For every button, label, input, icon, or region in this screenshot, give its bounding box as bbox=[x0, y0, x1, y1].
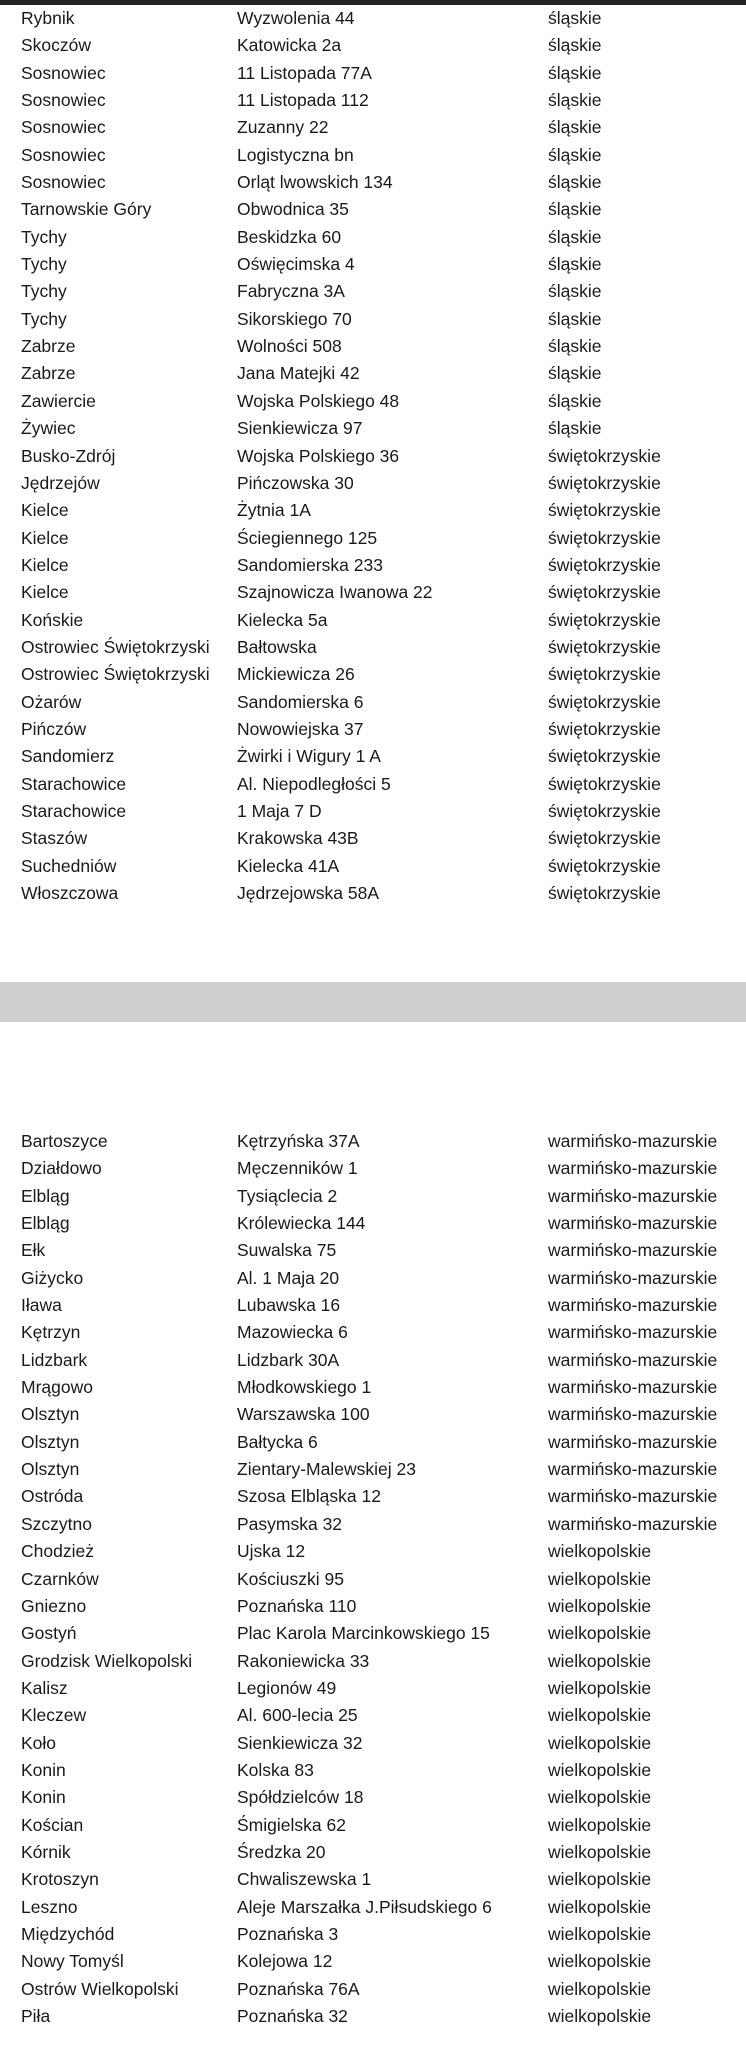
table-row bbox=[0, 87, 746, 114]
region-cell: wielkopolskie bbox=[548, 1541, 652, 1562]
region-cell: świętokrzyskie bbox=[548, 800, 661, 821]
table-row bbox=[0, 1648, 746, 1675]
table-row bbox=[0, 771, 746, 798]
city-cell: Czarnków bbox=[21, 1568, 99, 1589]
city-cell: Sosnowiec bbox=[21, 117, 106, 138]
table-row bbox=[0, 1566, 746, 1593]
table-row bbox=[0, 497, 746, 524]
region-cell: warmińsko-mazurskie bbox=[548, 1459, 718, 1480]
table-row bbox=[0, 853, 746, 880]
table-row bbox=[0, 1128, 746, 1155]
table-row bbox=[0, 880, 746, 907]
region-cell: wielkopolskie bbox=[548, 1759, 652, 1780]
table-row bbox=[0, 333, 746, 360]
region-cell: warmińsko-mazurskie bbox=[548, 1377, 718, 1398]
street-cell: Poznańska 110 bbox=[237, 1595, 357, 1616]
page-separator bbox=[0, 982, 746, 1022]
region-cell: śląskie bbox=[548, 254, 602, 275]
street-cell: Legionów 49 bbox=[237, 1677, 337, 1698]
region-cell: świętokrzyskie bbox=[548, 527, 661, 548]
city-cell: Tarnowskie Góry bbox=[21, 199, 152, 220]
region-cell: wielkopolskie bbox=[548, 1869, 652, 1890]
street-cell: Wojska Polskiego 48 bbox=[237, 390, 400, 411]
street-cell: Poznańska 32 bbox=[237, 2006, 348, 2026]
city-cell: Kościan bbox=[21, 1814, 84, 1835]
city-cell: Elbląg bbox=[21, 1185, 70, 1206]
street-cell: Kętrzyńska 37A bbox=[237, 1131, 360, 1151]
table-row bbox=[0, 388, 746, 415]
region-cell: śląskie bbox=[548, 281, 602, 302]
street-cell: Plac Karola Marcinkowskiego 15 bbox=[237, 1623, 490, 1644]
city-cell: Nowy Tomyśl bbox=[21, 1951, 124, 1972]
city-cell: Olsztyn bbox=[21, 1404, 80, 1425]
street-cell: Ściegiennego 125 bbox=[237, 527, 378, 548]
region-cell: świętokrzyskie bbox=[548, 664, 661, 685]
street-cell: Zientary-Malewskiej 23 bbox=[237, 1459, 416, 1480]
city-cell: Kętrzyn bbox=[21, 1322, 81, 1343]
region-cell: śląskie bbox=[548, 418, 602, 439]
region-cell: wielkopolskie bbox=[548, 1595, 652, 1616]
city-cell: Sosnowiec bbox=[21, 62, 106, 83]
table-row bbox=[0, 1976, 746, 2003]
street-cell: Logistyczna bn bbox=[237, 144, 354, 165]
region-cell: śląskie bbox=[548, 117, 602, 138]
city-cell: Sosnowiec bbox=[21, 90, 106, 111]
region-cell: wielkopolskie bbox=[548, 1978, 652, 1999]
street-cell: Jana Matejki 42 bbox=[237, 363, 360, 384]
region-cell: śląskie bbox=[548, 336, 602, 357]
city-cell: Rybnik bbox=[21, 8, 75, 28]
region-cell: śląskie bbox=[548, 172, 602, 193]
street-cell: Krakowska 43B bbox=[237, 828, 359, 849]
table-row bbox=[0, 32, 746, 59]
region-cell: wielkopolskie bbox=[548, 1814, 652, 1835]
street-cell: Al. 600-lecia 25 bbox=[237, 1705, 358, 1726]
table-row bbox=[0, 278, 746, 305]
region-cell: warmińsko-mazurskie bbox=[548, 1267, 718, 1288]
street-cell: Zuzanny 22 bbox=[237, 117, 329, 138]
region-cell: świętokrzyskie bbox=[548, 554, 661, 575]
table-row bbox=[0, 661, 746, 688]
city-cell: Kalisz bbox=[21, 1677, 68, 1698]
street-cell: Poznańska 3 bbox=[237, 1923, 339, 1944]
document-page-2 bbox=[0, 1022, 746, 2048]
table-row bbox=[0, 825, 746, 852]
table-row bbox=[0, 360, 746, 387]
street-cell: Sandomierska 6 bbox=[237, 691, 364, 712]
street-cell: Sienkiewicza 97 bbox=[237, 418, 363, 439]
street-cell: Spółdzielców 18 bbox=[237, 1787, 364, 1808]
table-row bbox=[0, 1511, 746, 1538]
street-cell: Kolejowa 12 bbox=[237, 1951, 333, 1972]
table-row bbox=[0, 743, 746, 770]
region-cell: śląskie bbox=[548, 308, 602, 329]
region-cell: świętokrzyskie bbox=[548, 500, 661, 521]
region-cell: świętokrzyskie bbox=[548, 855, 661, 876]
street-cell: 11 Listopada 112 bbox=[237, 90, 369, 111]
city-cell: Suchedniów bbox=[21, 855, 117, 876]
region-cell: wielkopolskie bbox=[548, 1677, 652, 1698]
region-cell: świętokrzyskie bbox=[548, 828, 661, 849]
region-cell: śląskie bbox=[548, 62, 602, 83]
region-cell: warmińsko-mazurskie bbox=[548, 1131, 718, 1151]
table-row bbox=[0, 470, 746, 497]
street-cell: 1 Maja 7 D bbox=[237, 800, 322, 821]
city-cell: Ełk bbox=[21, 1240, 46, 1261]
city-cell: Ostrowiec Świętokrzyski bbox=[21, 636, 210, 657]
region-cell: warmińsko-mazurskie bbox=[548, 1349, 718, 1370]
city-cell: Sosnowiec bbox=[21, 144, 106, 165]
street-cell: Kościuszki 95 bbox=[237, 1568, 344, 1589]
city-cell: Gniezno bbox=[21, 1595, 87, 1616]
city-cell: Chodzież bbox=[21, 1541, 94, 1562]
region-cell: wielkopolskie bbox=[548, 1787, 652, 1808]
city-cell: Tychy bbox=[21, 254, 67, 275]
street-cell: Pasymska 32 bbox=[237, 1513, 343, 1534]
street-cell: Poznańska 76A bbox=[237, 1978, 360, 1999]
street-cell: Beskidzka 60 bbox=[237, 226, 342, 247]
city-cell: Bartoszyce bbox=[21, 1131, 108, 1151]
region-cell: wielkopolskie bbox=[548, 1705, 652, 1726]
city-cell: Ostróda bbox=[21, 1486, 84, 1507]
table-row bbox=[0, 1757, 746, 1784]
region-cell: świętokrzyskie bbox=[548, 746, 661, 767]
region-cell: warmińsko-mazurskie bbox=[548, 1158, 718, 1179]
city-cell: Zawiercie bbox=[21, 390, 96, 411]
table-row bbox=[0, 1401, 746, 1428]
street-cell: 11 Listopada 77A bbox=[237, 62, 372, 83]
city-cell: Zabrze bbox=[21, 336, 76, 357]
table-row bbox=[0, 443, 746, 470]
region-cell: świętokrzyskie bbox=[548, 582, 661, 603]
city-cell: Kielce bbox=[21, 554, 69, 575]
table-row bbox=[0, 1210, 746, 1237]
table-row bbox=[0, 1675, 746, 1702]
table-row bbox=[0, 1593, 746, 1620]
city-cell: Tychy bbox=[21, 308, 67, 329]
city-cell: Włoszczowa bbox=[21, 883, 119, 903]
street-cell: Lubawska 16 bbox=[237, 1295, 341, 1316]
street-cell: Rakoniewicka 33 bbox=[237, 1650, 370, 1671]
table-row bbox=[0, 1183, 746, 1210]
table-row bbox=[0, 169, 746, 196]
street-cell: Al. 1 Maja 20 bbox=[237, 1267, 340, 1288]
table-row bbox=[0, 306, 746, 333]
city-cell: Sandomierz bbox=[21, 746, 115, 767]
city-cell: Jędrzejów bbox=[21, 472, 100, 493]
street-cell: Sikorskiego 70 bbox=[237, 308, 352, 329]
street-cell: Tysiąclecia 2 bbox=[237, 1185, 338, 1206]
region-cell: śląskie bbox=[548, 226, 602, 247]
address-table-page-1 bbox=[0, 5, 746, 907]
region-cell: świętokrzyskie bbox=[548, 718, 661, 739]
city-cell: Kleczew bbox=[21, 1705, 87, 1726]
region-cell: warmińsko-mazurskie bbox=[548, 1431, 718, 1452]
street-cell: Al. Niepodległości 5 bbox=[237, 773, 391, 794]
table-row bbox=[0, 1784, 746, 1811]
table-row bbox=[0, 525, 746, 552]
street-cell: Mickiewicza 26 bbox=[237, 664, 355, 685]
table-row bbox=[0, 1538, 746, 1565]
region-cell: wielkopolskie bbox=[548, 1896, 652, 1917]
region-cell: świętokrzyskie bbox=[548, 773, 661, 794]
city-cell: Grodzisk Wielkopolski bbox=[21, 1650, 193, 1671]
city-cell: Starachowice bbox=[21, 800, 127, 821]
city-cell: Krotoszyn bbox=[21, 1869, 99, 1890]
street-cell: Śmigielska 62 bbox=[237, 1814, 346, 1835]
table-row bbox=[0, 2003, 746, 2030]
table-row bbox=[0, 224, 746, 251]
street-cell: Nowowiejska 37 bbox=[237, 718, 364, 739]
street-cell: Bałtowska bbox=[237, 636, 317, 657]
street-cell: Warszawska 100 bbox=[237, 1404, 370, 1425]
street-cell: Męczenników 1 bbox=[237, 1158, 358, 1179]
region-cell: warmińsko-mazurskie bbox=[548, 1295, 718, 1316]
table-row bbox=[0, 579, 746, 606]
table-row bbox=[0, 251, 746, 278]
region-cell: świętokrzyskie bbox=[548, 883, 661, 903]
region-cell: wielkopolskie bbox=[548, 2006, 652, 2026]
table-row bbox=[0, 415, 746, 442]
table-row bbox=[0, 1730, 746, 1757]
region-cell: śląskie bbox=[548, 90, 602, 111]
table-row bbox=[0, 1894, 746, 1921]
table-row bbox=[0, 142, 746, 169]
region-cell: wielkopolskie bbox=[548, 1732, 652, 1753]
region-cell: wielkopolskie bbox=[548, 1650, 652, 1671]
street-cell: Wyzwolenia 44 bbox=[237, 8, 355, 28]
city-cell: Iława bbox=[21, 1295, 62, 1316]
region-cell: śląskie bbox=[548, 8, 602, 28]
city-cell: Staszów bbox=[21, 828, 88, 849]
street-cell: Oświęcimska 4 bbox=[237, 254, 355, 275]
city-cell: Konin bbox=[21, 1759, 66, 1780]
region-cell: wielkopolskie bbox=[548, 1841, 652, 1862]
region-cell: warmińsko-mazurskie bbox=[548, 1322, 718, 1343]
street-cell: Szosa Elbląska 12 bbox=[237, 1486, 381, 1507]
street-cell: Królewiecka 144 bbox=[237, 1213, 366, 1234]
table-row bbox=[0, 1292, 746, 1319]
city-cell: Działdowo bbox=[21, 1158, 102, 1179]
city-cell: Zabrze bbox=[21, 363, 76, 384]
city-cell: Starachowice bbox=[21, 773, 127, 794]
region-cell: śląskie bbox=[548, 35, 602, 56]
street-cell: Orląt lwowskich 134 bbox=[237, 172, 393, 193]
table-row bbox=[0, 5, 746, 32]
table-row bbox=[0, 1265, 746, 1292]
city-cell: Elbląg bbox=[21, 1213, 70, 1234]
street-cell: Katowicka 2a bbox=[237, 35, 342, 56]
table-row bbox=[0, 196, 746, 223]
city-cell: Sosnowiec bbox=[21, 172, 106, 193]
table-row bbox=[0, 1702, 746, 1729]
table-row bbox=[0, 1921, 746, 1948]
region-cell: śląskie bbox=[548, 363, 602, 384]
table-row bbox=[0, 114, 746, 141]
street-cell: Sandomierska 233 bbox=[237, 554, 383, 575]
city-cell: Kielce bbox=[21, 500, 69, 521]
street-cell: Aleje Marszałka J.Piłsudskiego 6 bbox=[237, 1896, 492, 1917]
street-cell: Bałtycka 6 bbox=[237, 1431, 318, 1452]
region-cell: śląskie bbox=[548, 199, 602, 220]
street-cell: Żytnia 1A bbox=[237, 500, 311, 521]
table-row bbox=[0, 634, 746, 661]
region-cell: świętokrzyskie bbox=[548, 472, 661, 493]
city-cell: Tychy bbox=[21, 226, 67, 247]
city-cell: Międzychód bbox=[21, 1923, 115, 1944]
region-cell: warmińsko-mazurskie bbox=[548, 1513, 718, 1534]
city-cell: Szczytno bbox=[21, 1513, 92, 1534]
region-cell: warmińsko-mazurskie bbox=[548, 1240, 718, 1261]
region-cell: świętokrzyskie bbox=[548, 636, 661, 657]
city-cell: Tychy bbox=[21, 281, 67, 302]
region-cell: warmińsko-mazurskie bbox=[548, 1185, 718, 1206]
street-cell: Wojska Polskiego 36 bbox=[237, 445, 400, 466]
table-row bbox=[0, 1866, 746, 1893]
city-cell: Żywiec bbox=[21, 418, 76, 439]
region-cell: warmińsko-mazurskie bbox=[548, 1486, 718, 1507]
city-cell: Busko-Zdrój bbox=[21, 445, 116, 466]
street-cell: Młodkowskiego 1 bbox=[237, 1377, 372, 1398]
region-cell: wielkopolskie bbox=[548, 1623, 652, 1644]
city-cell: Skoczów bbox=[21, 35, 92, 56]
city-cell: Ożarów bbox=[21, 691, 82, 712]
street-cell: Ujska 12 bbox=[237, 1541, 306, 1562]
street-cell: Mazowiecka 6 bbox=[237, 1322, 348, 1343]
region-cell: wielkopolskie bbox=[548, 1923, 652, 1944]
table-row bbox=[0, 552, 746, 579]
city-cell: Giżycko bbox=[21, 1267, 84, 1288]
street-cell: Lidzbark 30A bbox=[237, 1349, 340, 1370]
city-cell: Piła bbox=[21, 2006, 51, 2026]
city-cell: Olsztyn bbox=[21, 1459, 80, 1480]
street-cell: Kolska 83 bbox=[237, 1759, 314, 1780]
city-cell: Gostyń bbox=[21, 1623, 77, 1644]
table-row bbox=[0, 1948, 746, 1975]
table-row bbox=[0, 689, 746, 716]
city-cell: Ostrowiec Świętokrzyski bbox=[21, 664, 210, 685]
region-cell: warmińsko-mazurskie bbox=[548, 1404, 718, 1425]
table-row bbox=[0, 1347, 746, 1374]
street-cell: Średzka 20 bbox=[237, 1841, 326, 1862]
table-row bbox=[0, 1620, 746, 1647]
street-cell: Wolności 508 bbox=[237, 336, 342, 357]
table-row bbox=[0, 607, 746, 634]
address-table-page-2 bbox=[0, 1128, 746, 2030]
street-cell: Obwodnica 35 bbox=[237, 199, 349, 220]
city-cell: Konin bbox=[21, 1787, 66, 1808]
street-cell: Szajnowicza Iwanowa 22 bbox=[237, 582, 433, 603]
region-cell: świętokrzyskie bbox=[548, 691, 661, 712]
region-cell: śląskie bbox=[548, 144, 602, 165]
street-cell: Jędrzejowska 58A bbox=[237, 883, 380, 903]
region-cell: świętokrzyskie bbox=[548, 609, 661, 630]
city-cell: Kórnik bbox=[21, 1841, 71, 1862]
street-cell: Suwalska 75 bbox=[237, 1240, 337, 1261]
city-cell: Leszno bbox=[21, 1896, 78, 1917]
table-row bbox=[0, 1456, 746, 1483]
city-cell: Końskie bbox=[21, 609, 84, 630]
city-cell: Kielce bbox=[21, 527, 69, 548]
city-cell: Lidzbark bbox=[21, 1349, 88, 1370]
city-cell: Pińczów bbox=[21, 718, 87, 739]
street-cell: Sienkiewicza 32 bbox=[237, 1732, 363, 1753]
city-cell: Olsztyn bbox=[21, 1431, 80, 1452]
table-row bbox=[0, 1374, 746, 1401]
region-cell: wielkopolskie bbox=[548, 1951, 652, 1972]
region-cell: warmińsko-mazurskie bbox=[548, 1213, 718, 1234]
street-cell: Chwaliszewska 1 bbox=[237, 1869, 372, 1890]
table-row bbox=[0, 1812, 746, 1839]
street-cell: Kielecka 5a bbox=[237, 609, 328, 630]
region-cell: świętokrzyskie bbox=[548, 445, 661, 466]
street-cell: Żwirki i Wigury 1 A bbox=[237, 746, 381, 767]
region-cell: wielkopolskie bbox=[548, 1568, 652, 1589]
city-cell: Koło bbox=[21, 1732, 57, 1753]
table-row bbox=[0, 1237, 746, 1264]
street-cell: Fabryczna 3A bbox=[237, 281, 345, 302]
table-row bbox=[0, 1155, 746, 1182]
table-row bbox=[0, 1483, 746, 1510]
street-cell: Kielecka 41A bbox=[237, 855, 340, 876]
region-cell: śląskie bbox=[548, 390, 602, 411]
city-cell: Kielce bbox=[21, 582, 69, 603]
document-page-1 bbox=[0, 5, 746, 982]
table-row bbox=[0, 1319, 746, 1346]
table-row bbox=[0, 1839, 746, 1866]
table-row bbox=[0, 60, 746, 87]
table-row bbox=[0, 716, 746, 743]
table-row bbox=[0, 1429, 746, 1456]
city-cell: Mrągowo bbox=[21, 1377, 93, 1398]
table-row bbox=[0, 798, 746, 825]
city-cell: Ostrów Wielkopolski bbox=[21, 1978, 179, 1999]
street-cell: Pińczowska 30 bbox=[237, 472, 354, 493]
